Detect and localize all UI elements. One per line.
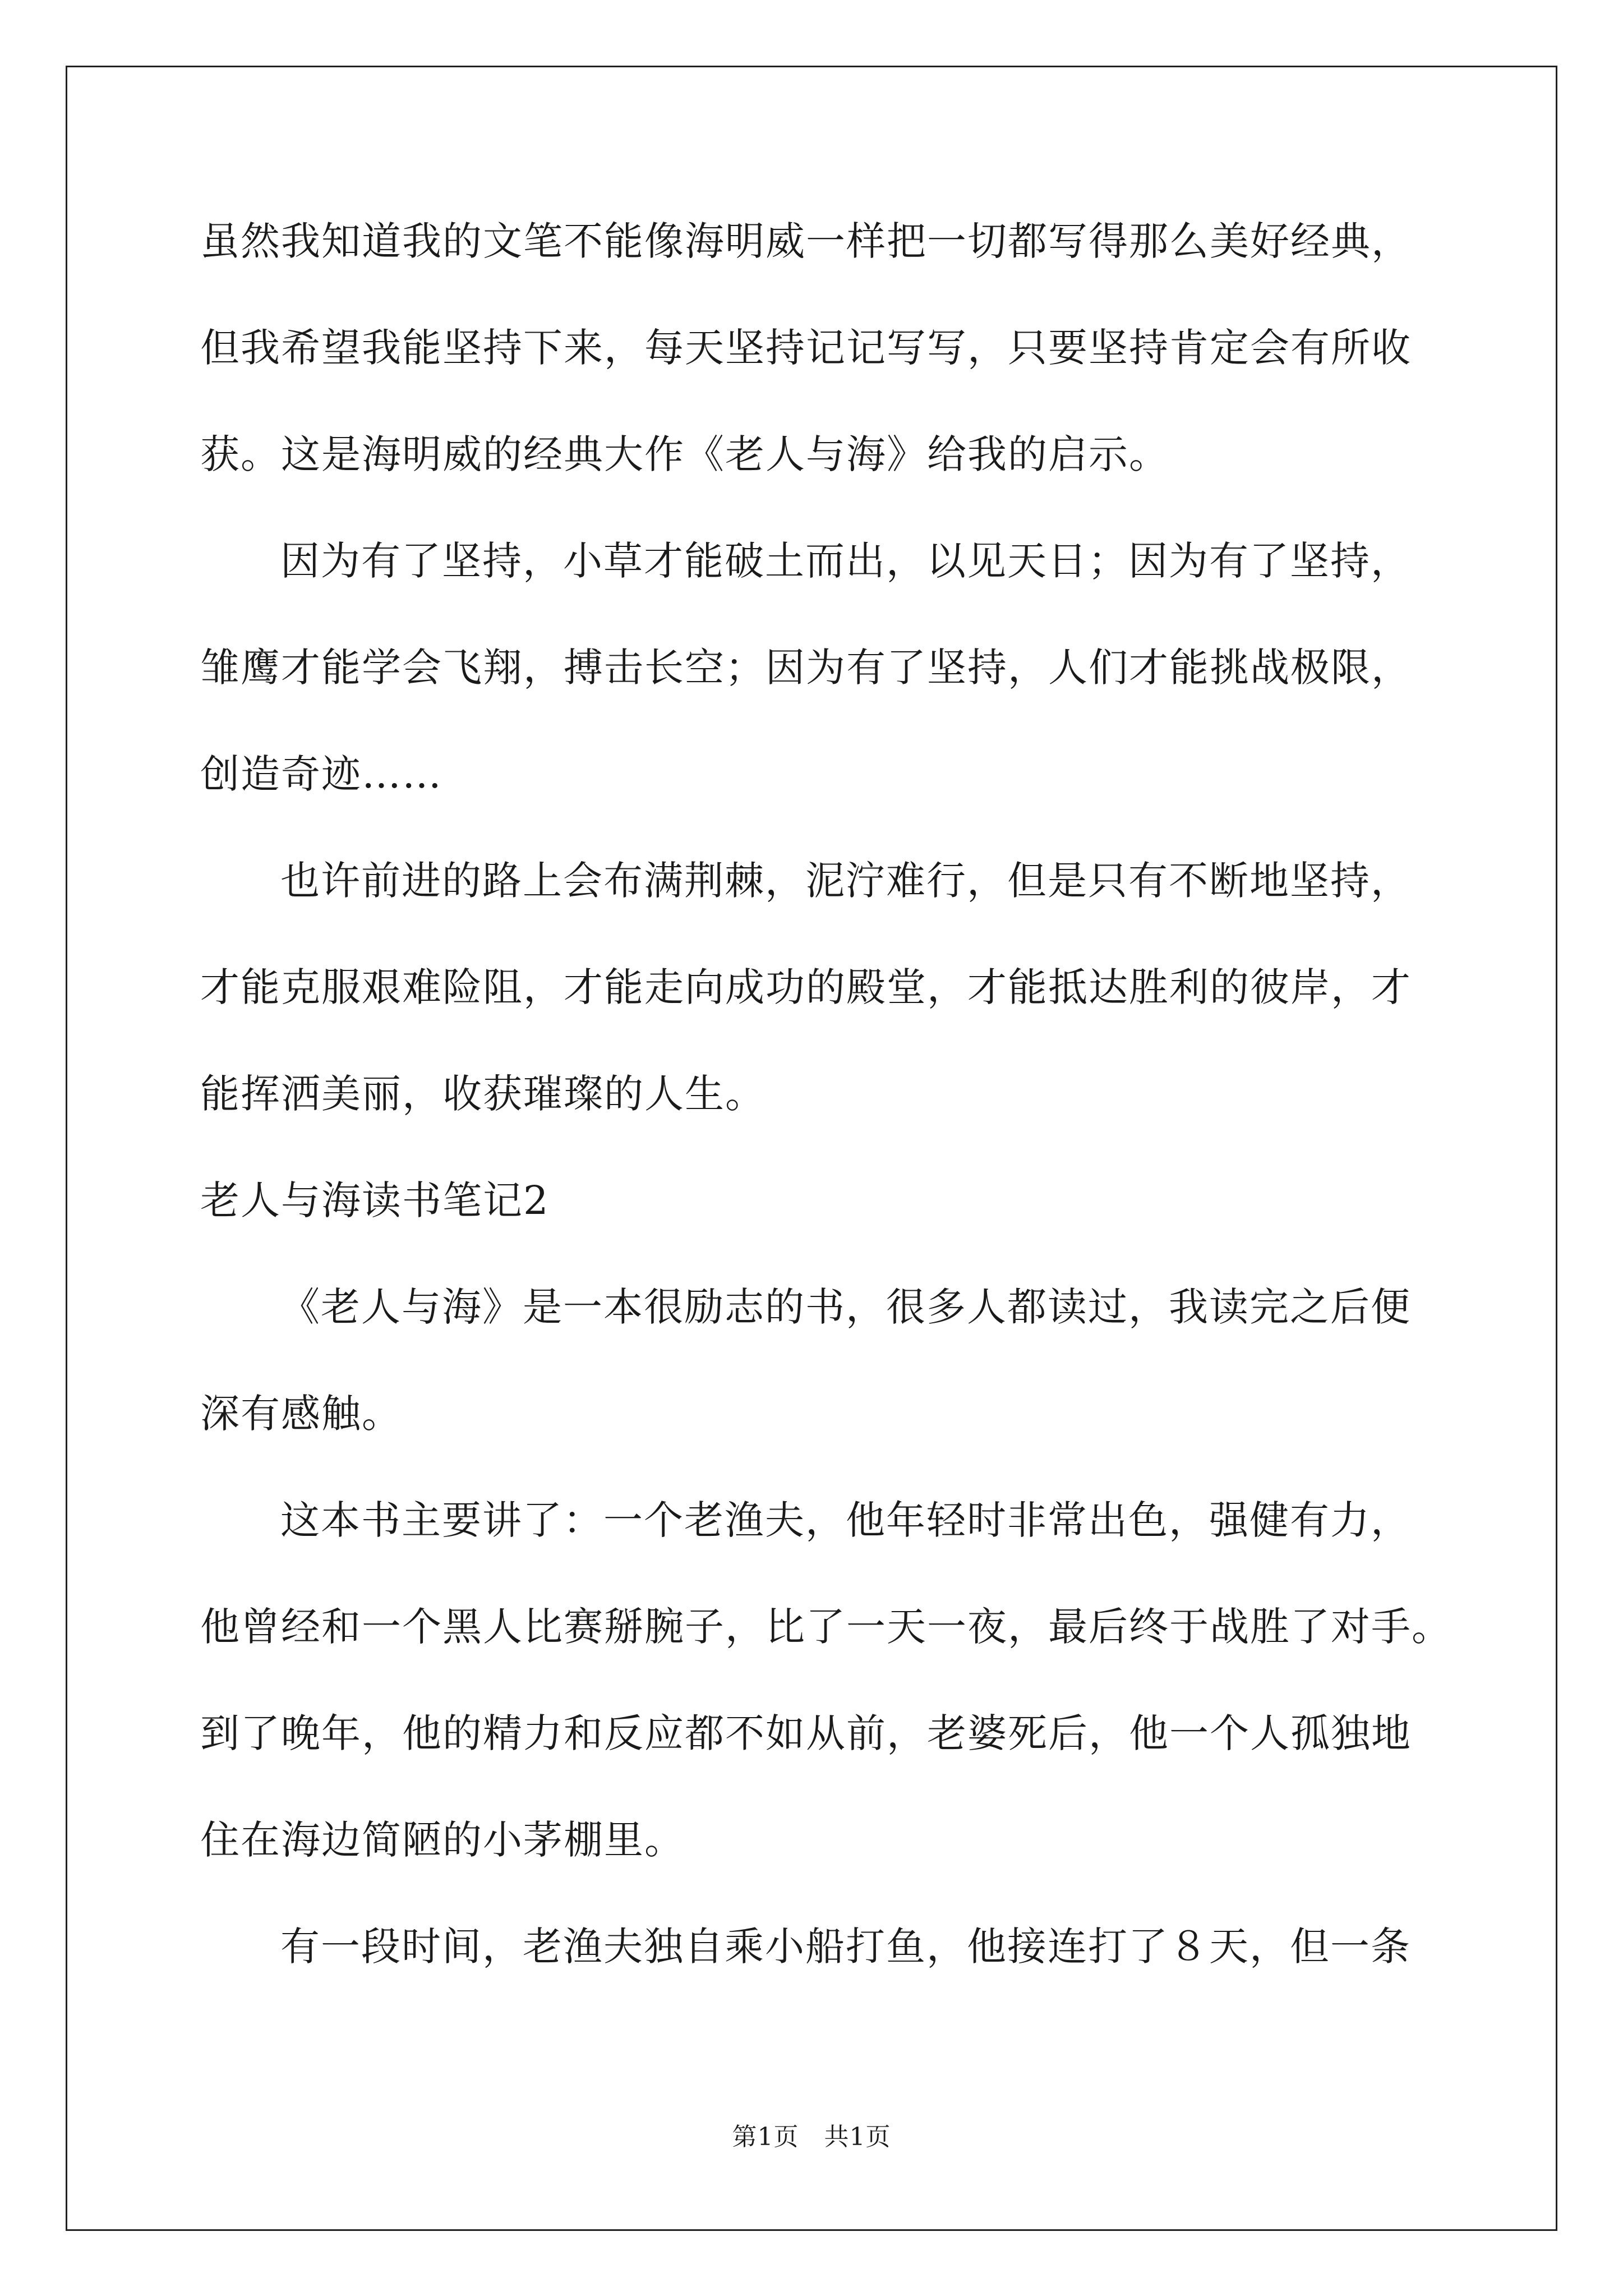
paragraph-line: 《老人与海》是一本很励志的书，很多人都读过，我读完之后便 xyxy=(280,1284,1411,1330)
paragraph-line: 有一段时间，老渔夫独自乘小船打鱼，他接连打了８天，但一条 xyxy=(280,1924,1411,1970)
paragraph-line: 雏鹰才能学会飞翔，搏击长空；因为有了坚持，人们才能挑战极限， xyxy=(200,645,1412,691)
paragraph-line: 他曾经和一个黑人比赛掰腕子，比了一天一夜，最后终于战胜了对手。 xyxy=(200,1604,1452,1650)
paragraph-line: 才能克服艰难险阻，才能走向成功的殿堂，才能抵达胜利的彼岸，才 xyxy=(200,964,1412,1010)
paragraph-line: 能挥洒美丽，收获璀璨的人生。 xyxy=(200,1071,766,1117)
paragraph-line: 到了晚年，他的精力和反应都不如从前，老婆死后，他一个人孤独地 xyxy=(200,1710,1412,1756)
paragraph-line: 这本书主要讲了：一个老渔夫，他年轻时非常出色，强健有力， xyxy=(280,1497,1411,1543)
page-border xyxy=(66,66,1557,2231)
section-heading: 老人与海读书笔记2 xyxy=(200,1177,550,1223)
paragraph-line: 因为有了坚持，小草才能破土而出，以见天日；因为有了坚持， xyxy=(280,538,1411,584)
paragraph-line: 深有感触。 xyxy=(200,1391,402,1437)
paragraph-line: 也许前进的路上会布满荆棘，泥泞难行，但是只有不断地坚持， xyxy=(280,858,1411,904)
paragraph-line: 但我希望我能坚持下来，每天坚持记记写写，只要坚持肯定会有所收 xyxy=(200,325,1412,371)
paragraph-line: 虽然我知道我的文笔不能像海明威一样把一切都写得那么美好经典， xyxy=(200,218,1412,264)
paragraph-line: 住在海边简陋的小茅棚里。 xyxy=(200,1817,685,1863)
paragraph-line: 创造奇迹…… xyxy=(200,751,442,797)
paragraph-line: 获。这是海明威的经典大作《老人与海》给我的启示。 xyxy=(200,431,1169,477)
page-footer: 第1页 共1页 xyxy=(732,2123,891,2151)
